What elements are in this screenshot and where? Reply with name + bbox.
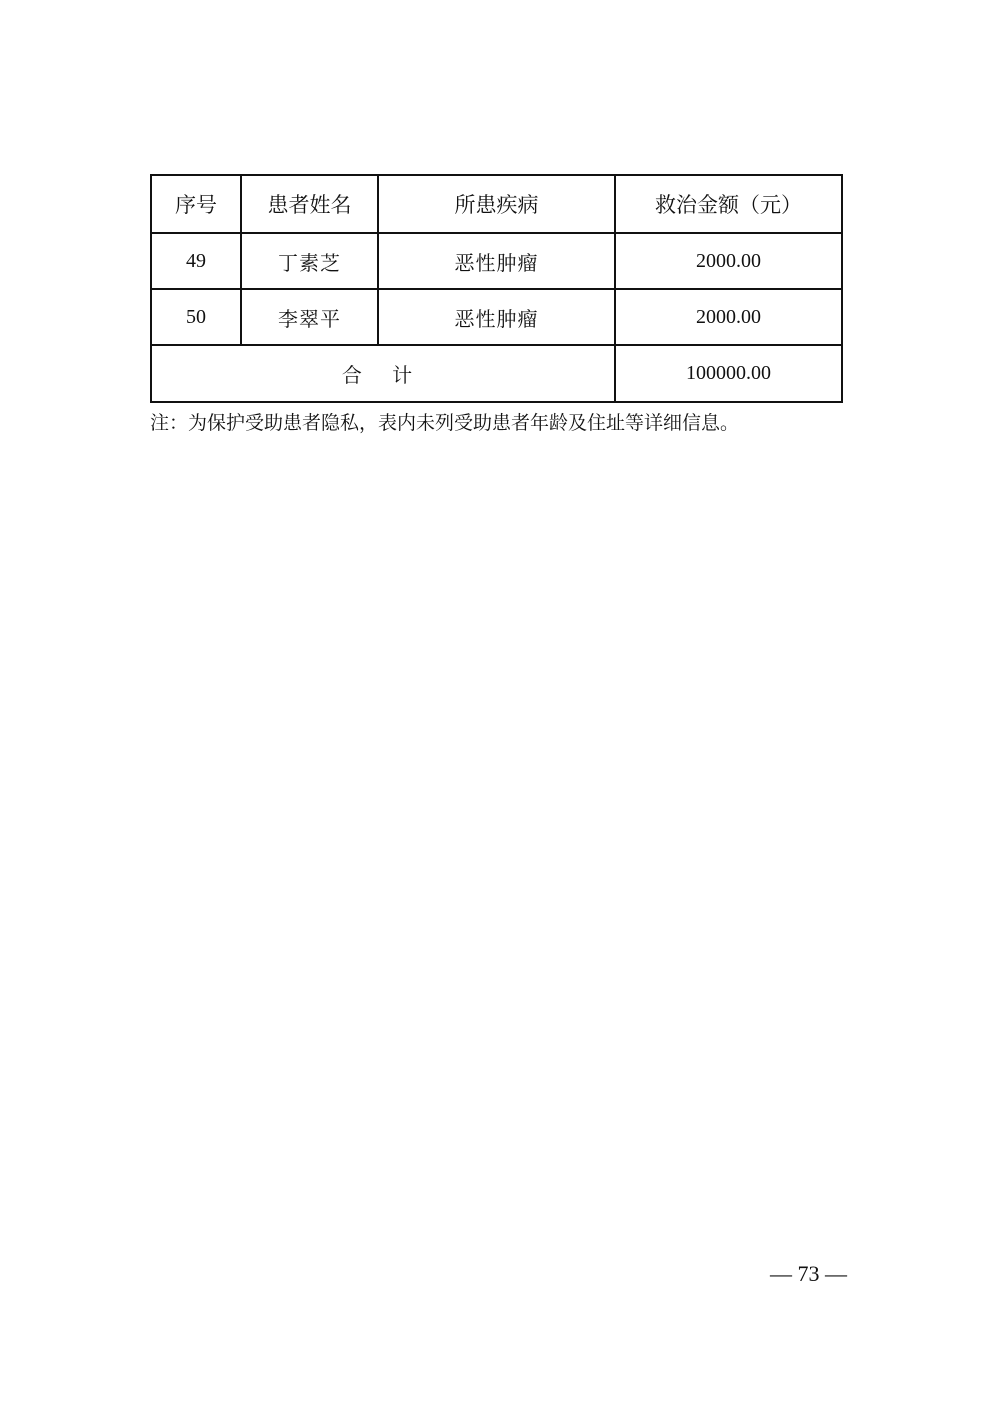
table-row [151, 233, 842, 289]
cell-patient-name: 李翠平 [241, 289, 378, 345]
total-value: 100000.00 [615, 345, 842, 402]
privacy-note: 注：为保护受助患者隐私，表内未列受助患者年龄及住址等详细信息。 [150, 412, 740, 434]
page-number: — 73 — [770, 1261, 847, 1286]
cell-serial-number: 49 [151, 233, 241, 289]
table-total-row [151, 345, 842, 402]
header-disease: 所患疾病 [378, 175, 615, 233]
cell-serial-number: 50 [151, 289, 241, 345]
header-amount: 救治金额（元） [615, 175, 842, 233]
total-label: 合 计 [151, 345, 615, 402]
cell-amount: 2000.00 [615, 233, 842, 289]
cell-disease: 恶性肿瘤 [378, 233, 615, 289]
table-row [151, 289, 842, 345]
cell-patient-name: 丁素芝 [241, 233, 378, 289]
header-patient-name: 患者姓名 [241, 175, 378, 233]
table-header-row [151, 175, 842, 233]
aid-recipients-table [150, 174, 843, 403]
cell-disease: 恶性肿瘤 [378, 289, 615, 345]
header-serial-number: 序号 [151, 175, 241, 233]
cell-amount: 2000.00 [615, 289, 842, 345]
